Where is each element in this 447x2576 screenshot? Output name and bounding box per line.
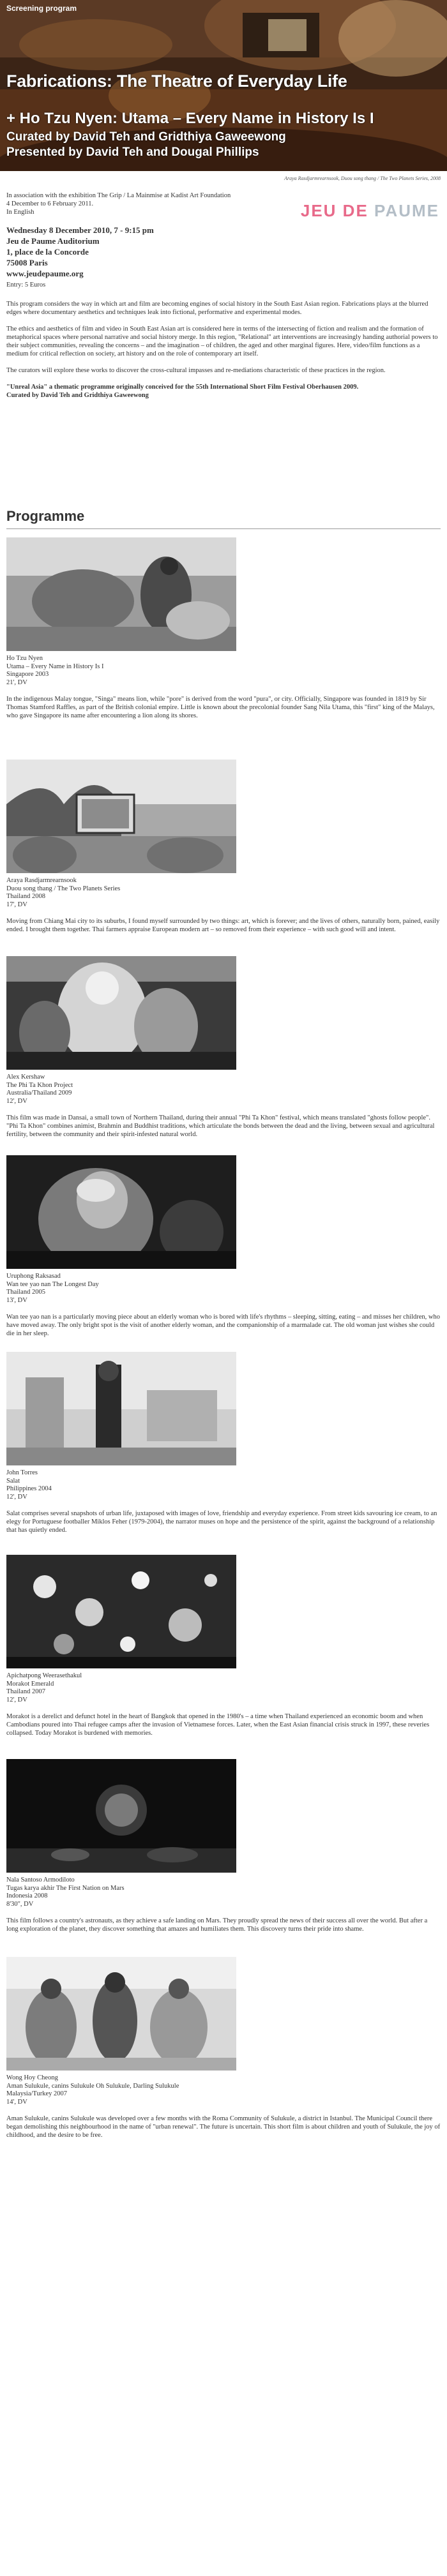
film-artist: John Torres	[6, 1469, 38, 1476]
film-entry	[6, 537, 441, 720]
jeu-de-paume-logo	[301, 201, 439, 221]
film-title: Wan tee yao nan The Longest Day	[6, 1280, 99, 1288]
page-title: Fabrications: The Theatre of Everyday Life	[6, 71, 347, 91]
film-artist: Nala Santoso Armodiloto	[6, 1876, 75, 1883]
programme-heading: Programme	[6, 508, 85, 524]
dates-range: 4 December to 6 February 2011.	[6, 200, 94, 207]
description-paragraph-4: "Unreal Asia" a thematic programme originally conceived for the 55th International Short Film Festival Oberhausen 2009.	[6, 384, 359, 391]
film-still-image	[6, 1155, 236, 1269]
logo-text-2: PAUME	[374, 201, 439, 220]
film-duration: 12', DV	[6, 1493, 27, 1501]
film-still-image	[6, 956, 236, 1070]
venue-city: 75008 Paris	[6, 258, 48, 267]
film-description: In the indigenous Malay tongue, "Singa" means lion, while "pore" is derived from the word "pura", or city. Officially, Singapore was founded in 1819 by Sir Thomas Stamford Raffles, as part of the British colonial empire. Little is known about the precolonial founder Sang Nila Utama, this "first" king of the Malays, who gave Singapore its name after encountering a lion along its shores.	[6, 696, 435, 719]
venue-website-link[interactable]: www.jeudepaume.org	[6, 269, 84, 278]
film-still-image	[6, 1759, 236, 1873]
film-artist: Alex Kershaw	[6, 1074, 45, 1081]
venue-name: Jeu de Paume Auditorium	[6, 236, 100, 246]
film-title: The Phi Ta Khon Project	[6, 1081, 73, 1089]
film-description: This film follows a country's astronauts, as they achieve a safe landing on Mars. They proudly spread the news of their success all over the world. But after a long exploration of the planet, they discover something that amazes and humiliates them. This discovery turns their pride into shame.	[6, 1917, 428, 1933]
film-title: Tugas karya akhir The First Nation on Mars	[6, 1884, 125, 1892]
film-artist: Araya Rasdjarmrearnsook	[6, 877, 77, 884]
description-paragraph-3: The curators will explore these works to discover the cross-cultural impasses and re-mediations characteristic of these practices in the region.	[6, 367, 386, 374]
page-subtitle: + Ho Tzu Nyen: Utama – Every Name in History Is I	[6, 110, 374, 127]
film-country-year: Malaysia/Turkey 2007	[6, 2090, 67, 2097]
film-country-year: Thailand 2007	[6, 1688, 45, 1695]
presenters-line: Presented by David Teh and Dougal Phillips	[6, 146, 259, 159]
description-paragraph-1: This program considers the way in which art and film are becoming engines of social history in the South East Asian region. Fabrications plays at the blurred edges where documentary aesthetics and techniques leak into fictional, performative and experimental modes.	[6, 301, 428, 316]
film-credits	[6, 1273, 441, 1305]
film-duration: 12', DV	[6, 1696, 27, 1704]
description-paragraph-5: Curated by David Teh and Gridthiya Gaweewong	[6, 392, 149, 399]
film-duration: 21', DV	[6, 678, 27, 686]
film-duration: 14', DV	[6, 2098, 27, 2106]
film-country-year: Australia/Thailand 2009	[6, 1090, 72, 1097]
film-still-image	[6, 1352, 236, 1465]
film-still-image	[6, 1957, 236, 2071]
divider	[6, 528, 441, 529]
film-entry	[6, 1759, 441, 1933]
film-entry	[6, 760, 441, 934]
film-country-year: Singapore 2003	[6, 671, 49, 678]
venue-block	[6, 225, 326, 279]
header-image-caption: Araya Rasdjarmrearnsook, Duou song thang / The Two Planets Series, 2008	[284, 176, 441, 181]
film-credits	[6, 655, 441, 687]
venue-address: 1, place de la Concorde	[6, 247, 89, 257]
language-note: In English	[6, 209, 34, 216]
film-still-image	[6, 537, 236, 651]
film-artist: Apichatpong Weerasethakul	[6, 1672, 82, 1679]
film-still-image	[6, 1555, 236, 1668]
association-text: In association with the exhibition The Grip / La Mainmise at Kadist Art Foundation	[6, 192, 231, 199]
header-banner	[0, 0, 447, 171]
film-credits	[6, 1672, 441, 1704]
film-entry	[6, 956, 441, 1139]
film-entry	[6, 1155, 441, 1338]
film-credits	[6, 877, 441, 909]
event-date-time: Wednesday 8 December 2010, 7 - 9:15 pm	[6, 225, 154, 235]
film-credits	[6, 1469, 441, 1501]
film-credits	[6, 1074, 441, 1105]
film-title: Morakot Emerald	[6, 1680, 54, 1688]
film-entry	[6, 1555, 441, 1737]
film-duration: 8'30", DV	[6, 1900, 34, 1908]
curators-line: Curated by David Teh and Gridthiya Gaweewong	[6, 130, 286, 144]
film-description: Wan tee yao nan is a particularly moving piece about an elderly woman who is bored with life's rhythms – sleeping, sitting, eating – and misses her children, who have moved away. The only bright spot is the visit of another elderly woman, and the companionship of a marmalade cat. The old woman just wishes she could die in her sleep.	[6, 1314, 441, 1337]
description-paragraph-2: The ethics and aesthetics of film and video in South East Asian art is considered here in terms of the intersecting of fiction and realism and the formation of metaphorical spaces where personal narrative and social history merge. In this region, "Relational" art interventions are increasingly handing authorial powers to their subject communities, revealing the concerns – and the imagination – of children, the aged and other marginal figures. Here, video/film functions as a medium for critical reflection on society, art history and on the role of contemporary art itself.	[6, 326, 438, 357]
film-duration: 17', DV	[6, 901, 27, 908]
film-entry	[6, 1957, 441, 2139]
film-duration: 13', DV	[6, 1296, 27, 1304]
film-country-year: Thailand 2005	[6, 1289, 45, 1296]
film-artist: Uruphong Raksasad	[6, 1273, 61, 1280]
film-country-year: Philippines 2004	[6, 1485, 52, 1492]
film-credits	[6, 2074, 441, 2106]
programme-description	[6, 300, 441, 408]
film-title: Salat	[6, 1477, 20, 1485]
film-artist: Ho Tzu Nyen	[6, 655, 43, 662]
film-country-year: Thailand 2008	[6, 893, 45, 900]
film-still-image	[6, 760, 236, 873]
film-description: Salat comprises several snapshots of urban life, juxtaposed with images of love, friendship and everyday experience. From street kids savouring ice cream, to an elegy for Portuguese footballer Miklos Feher (1979-2004), the narrator muses on hope and the persistence of the spirit, against the background of a relationship that has quietly ended.	[6, 1510, 437, 1534]
film-description: Aman Sulukule, canins Sulukule was developed over a few months with the Roma Community of Sulukule, a district in Istanbul. The Municipal Council there began demolishing this neighbourhood in the name of "urban renewal". The future is uncertain. This short film is about children and youth of Sulukule, the joy of childhood, and the desire to be free.	[6, 2115, 441, 2139]
film-credits	[6, 1876, 441, 1908]
film-description: Morakot is a derelict and defunct hotel in the heart of Bangkok that opened in the 1980's – a time when Thailand experienced an economic boom and when Cambodians poured into Thai refugee camps after the invasion of Vietnamese forces. Later, when the East Asian financial crisis struck in 1997, these reveries collapsed. Today Morakot is burdened with memories.	[6, 1713, 430, 1737]
section-label: Screening program	[6, 4, 77, 13]
film-country-year: Indonesia 2008	[6, 1892, 48, 1899]
film-artist: Wong Hoy Cheong	[6, 2074, 58, 2081]
entry-price: Entry: 5 Euros	[6, 281, 46, 288]
film-description: This film was made in Dansai, a small town of Northern Thailand, during their annual "Phi Ta Khon" festival, which means translated "ghosts follow people". "Phi Ta Khon" combines animist, Brahmin and Buddhist traditions, which articulate the bonds between the dead and the living, between sexual and agricultural fertility, between the community and their spirit-infested natural world.	[6, 1114, 435, 1138]
film-entry	[6, 1352, 441, 1534]
film-description: Moving from Chiang Mai city to its suburbs, I found myself surrounded by two things: art, which is forever; and the lives of others, naturally born, pained, easily ended. I brought them together. Thai farmers appraise European modern art – so removed from their experience – with such good will and intent.	[6, 918, 440, 933]
film-title: Utama – Every Name in History Is I	[6, 663, 104, 670]
film-duration: 12', DV	[6, 1097, 27, 1105]
film-title: Aman Sulukule, canins Sulukule Oh Sulukule, Darling Sulukule	[6, 2082, 179, 2090]
film-title: Duou song thang / The Two Planets Series	[6, 885, 121, 892]
logo-text-1: JEU DE	[300, 201, 375, 220]
